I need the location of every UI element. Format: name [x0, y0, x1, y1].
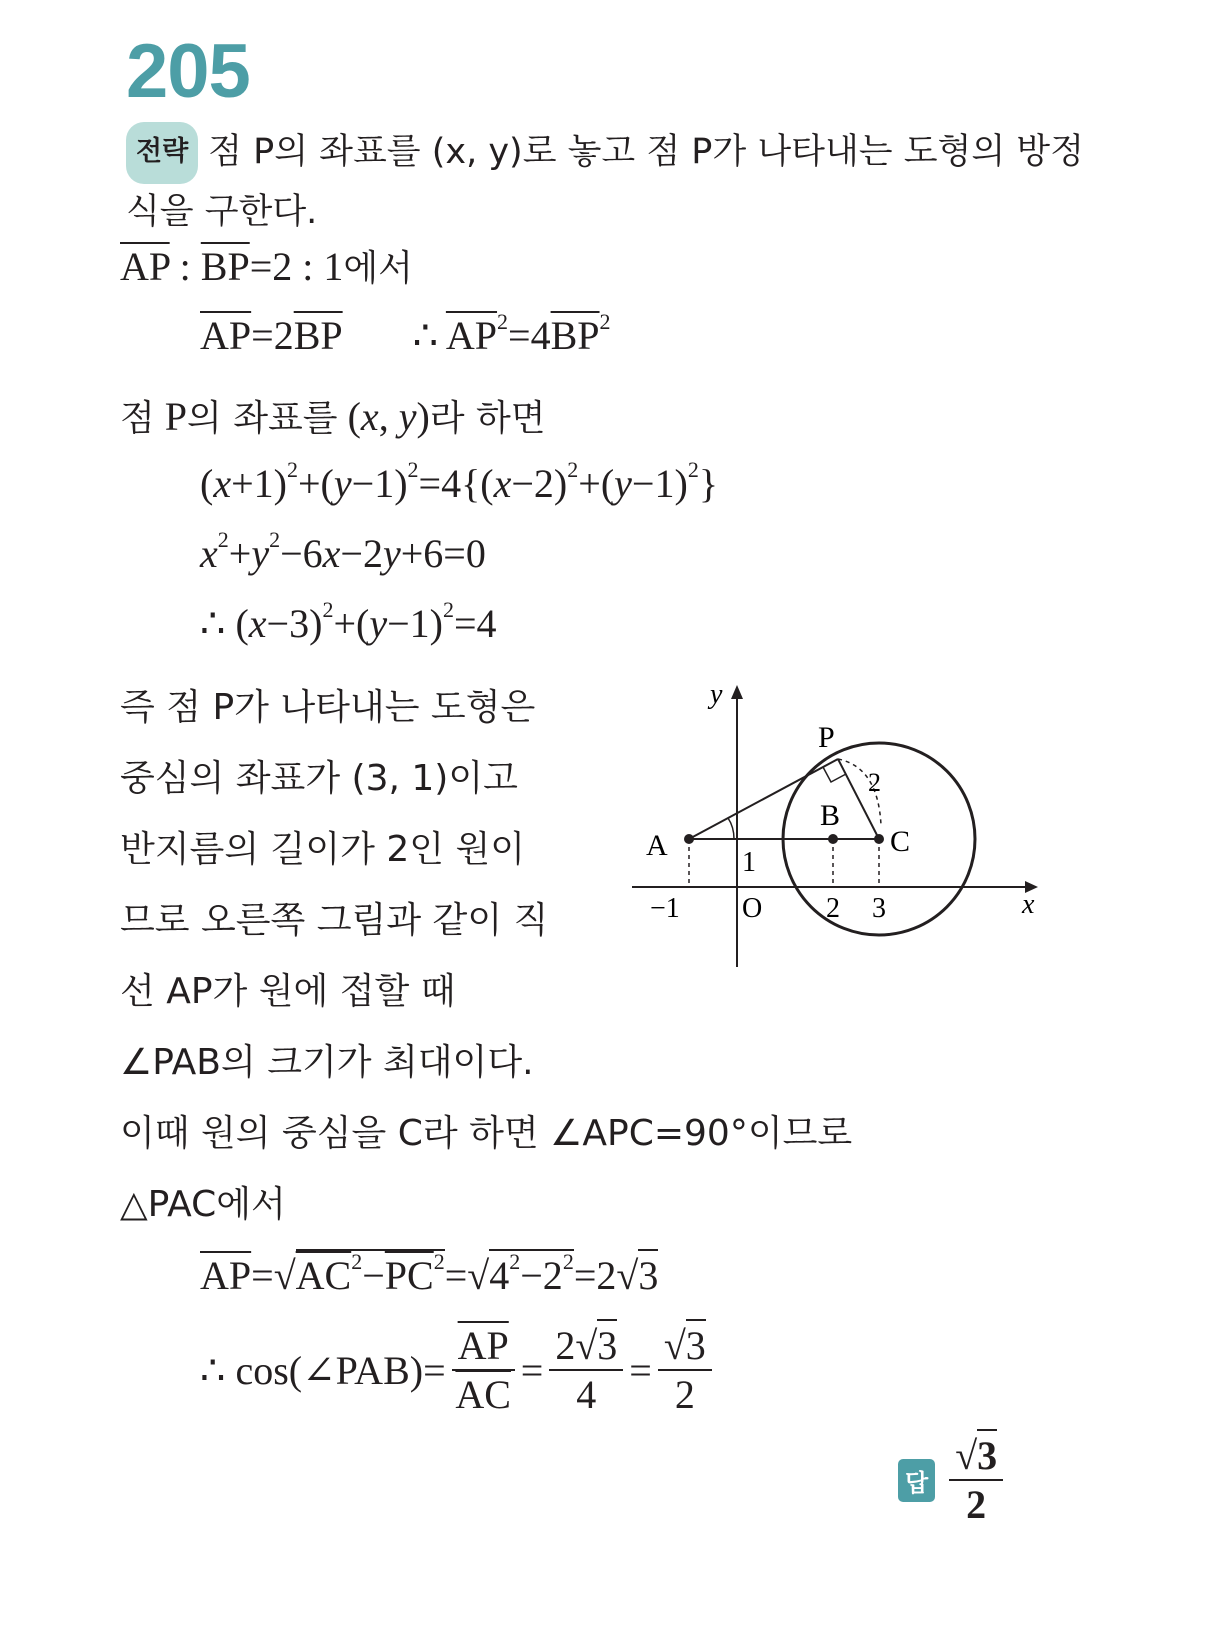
strategy-text: 점 P의 좌표를 (x, y)로 놓고 점 P가 나타내는 도형의 방정식을 구한다.	[126, 132, 1084, 232]
strategy-line	[126, 122, 1086, 240]
answer-fraction: $\frac{√3}{2}$	[949, 1432, 1003, 1528]
problem-number: 205	[126, 29, 250, 114]
solution-line-1: $\overline{AP}$ : $\overline{BP}=2$ : 1에서	[120, 244, 413, 289]
label-P: P	[818, 721, 835, 754]
solution-line-2: $\overline{AP}=2\overline{BP}$ ∴ $\overline{AP}^2=4\overline{BP}^2$	[200, 309, 611, 358]
equation-cos: ∴ cos(∠PAB)= $\frac{\overline{AP}}{AC}$ = $\frac{2√3}{4}$ = $\frac{√3}{2}$	[200, 1322, 718, 1418]
explanation-line-8: △PAC에서	[120, 1184, 286, 1225]
label-A: A	[646, 829, 668, 862]
y-axis-label: y	[710, 679, 723, 710]
explanation-line-6: ∠PAB의 크기가 최대이다.	[120, 1042, 534, 1083]
tick-x-2: 2	[826, 893, 840, 924]
tangent-AP	[689, 759, 841, 839]
label-C: C	[890, 825, 911, 858]
y-axis-arrow	[731, 685, 743, 699]
solution-line-3: 점 P의 좌표를 (x, y)라 하면	[120, 394, 546, 439]
tick-x-3: 3	[872, 893, 886, 924]
angle-arc	[728, 818, 734, 839]
strategy-badge: 전략	[126, 122, 198, 184]
radius-label: 2	[868, 768, 881, 797]
explanation-line-2: 중심의 좌표가 (3, 1)이고	[120, 758, 518, 799]
equation-3: ∴ $(x-3)^2+(y-1)^2=4$	[200, 597, 497, 646]
origin-label: O	[742, 893, 763, 924]
point-B	[828, 834, 838, 844]
coordinate-figure	[630, 675, 1040, 975]
answer-badge: 답	[898, 1459, 935, 1502]
explanation-line-1: 즉 점 P가 나타내는 도형은	[120, 687, 536, 728]
point-C	[874, 834, 884, 844]
tick-x-neg1: −1	[650, 893, 680, 924]
equation-ap: $\overline{AP}=√AC^2-\overline{PC}^2=√4^2-2^2=2√3$	[200, 1249, 659, 1298]
point-A	[684, 834, 694, 844]
explanation-line-5: 선 AP가 원에 접할 때	[120, 971, 456, 1012]
tick-y-1: 1	[742, 847, 756, 878]
explanation-line-4: 므로 오른쪽 그림과 같이 직	[120, 900, 549, 941]
x-axis-label: x	[1022, 889, 1035, 920]
answer	[898, 1432, 1009, 1528]
equation-2: $x^2+y^2-6x-2y+6=0$	[200, 527, 486, 576]
explanation-line-3: 반지름의 길이가 2인 원이	[120, 829, 525, 870]
equation-1: $(x+1)^2+(y-1)^2=4\{(x-2)^2+(y-1)^2\}$	[200, 457, 719, 506]
explanation-line-7: 이때 원의 중심을 C라 하면 ∠APC=90°이므로	[120, 1113, 853, 1154]
label-B: B	[820, 799, 841, 832]
